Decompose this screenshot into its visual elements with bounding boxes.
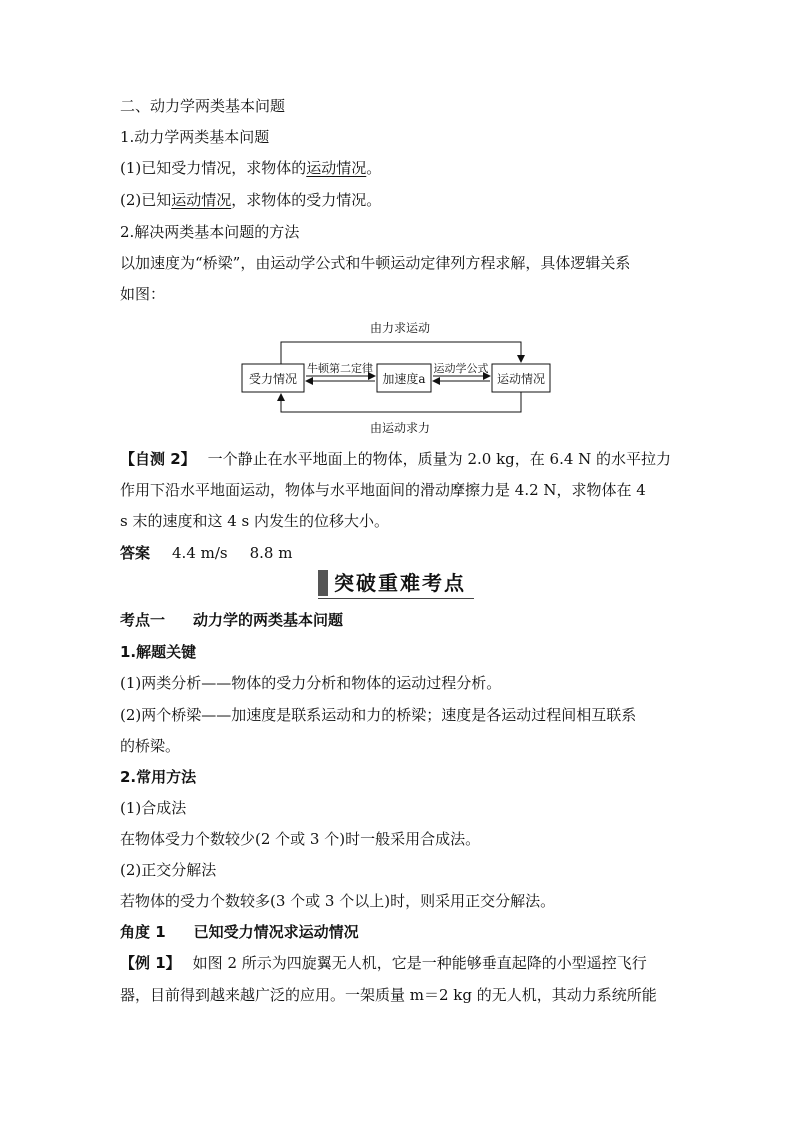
- box-accel-label: 加速度a: [382, 372, 426, 386]
- answer-label: 答案: [120, 544, 151, 562]
- item1-a-prefix: (1)已知受力情况，求物体的: [120, 159, 307, 177]
- item1-b-suffix: ，求物体的受力情况。: [231, 191, 382, 209]
- banner-text: 突破重难考点: [334, 571, 466, 595]
- force-to-motion-arrow: [281, 342, 521, 364]
- kp1-method-title: 2.常用方法: [120, 768, 197, 786]
- kinematics-label: 运动学公式: [433, 362, 489, 375]
- motion-to-force-arrow: [281, 392, 521, 412]
- kp1-method-1-text: 在物体受力个数较少(2 个或 3 个)时一般采用合成法。: [120, 830, 481, 848]
- selftest-answer: [120, 543, 292, 563]
- selftest-line1: [120, 449, 671, 469]
- item1-a-suffix: 。: [366, 159, 382, 177]
- angle1-title: 已知受力情况求运动情况: [193, 923, 359, 941]
- angle1-heading: [120, 922, 359, 942]
- selftest-text-1: 一个静止在水平地面上的物体，质量为 2.0 kg，在 6.4 N 的水平拉力: [207, 450, 672, 468]
- item1-b-prefix: (2)已知: [120, 191, 172, 209]
- item1-b-underlined: 运动情况: [171, 191, 232, 209]
- banner-bar: [318, 570, 328, 596]
- example1-line2: 器，目前得到越来越广泛的应用。一架质量 m＝2 kg 的无人机，其动力系统所能: [120, 986, 657, 1004]
- example1-line1: [120, 953, 647, 973]
- bottom-loop-label: 由运动求力: [369, 421, 431, 435]
- item1-title: 1.动力学两类基本问题: [120, 128, 270, 146]
- angle1-label: 角度 1: [120, 923, 166, 941]
- box-motion-label: 运动情况: [496, 372, 546, 386]
- item2-title: 2.解决两类基本问题的方法: [120, 223, 300, 241]
- kp1-key-2-line1: (2)两个桥梁——加速度是联系运动和力的桥梁；速度是各运动过程间相互联系: [120, 706, 637, 724]
- selftest-tag: 【自测 2】: [120, 450, 196, 468]
- section-banner: [318, 568, 474, 599]
- kp1-heading: [120, 610, 343, 630]
- section-title: 二、动力学两类基本问题: [120, 97, 286, 115]
- kp1-method-2-title: (2)正交分解法: [120, 861, 217, 879]
- kp1-label: 考点一: [120, 611, 166, 629]
- selftest-line3: s 末的速度和这 4 s 内发生的位移大小。: [120, 512, 390, 530]
- kp1-key-title: 1.解题关键: [120, 643, 197, 661]
- item2-line1: 以加速度为“桥梁”，由运动学公式和牛顿运动定律列方程求解，具体逻辑关系: [120, 254, 631, 272]
- kp1-key-1: (1)两类分析——物体的受力分析和物体的运动过程分析。: [120, 674, 502, 692]
- example1-tag: 【例 1】: [120, 954, 181, 972]
- newton-law-label: 牛顿第二定律: [307, 362, 373, 375]
- kp1-title: 动力学的两类基本问题: [193, 611, 344, 629]
- item1-a-underlined: 运动情况: [306, 159, 367, 177]
- example1-text-1: 如图 2 所示为四旋翼无人机，它是一种能够垂直起降的小型遥控飞行: [192, 954, 647, 972]
- top-loop-label: 由力求运动: [369, 321, 431, 335]
- kp1-method-2-text: 若物体的受力个数较多(3 个或 3 个以上)时，则采用正交分解法。: [120, 892, 556, 910]
- box-force-label: 受力情况: [248, 372, 298, 386]
- kp1-method-1-title: (1)合成法: [120, 799, 187, 817]
- answer-displacement: 8.8 m: [249, 544, 293, 562]
- item2-line2: 如图：: [120, 285, 166, 303]
- kp1-key-2-line2: 的桥梁。: [120, 737, 181, 755]
- selftest-line2: 作用下沿水平地面运动，物体与水平地面间的滑动摩擦力是 4.2 N，求物体在 4: [120, 481, 646, 499]
- answer-velocity: 4.4 m/s: [172, 544, 228, 562]
